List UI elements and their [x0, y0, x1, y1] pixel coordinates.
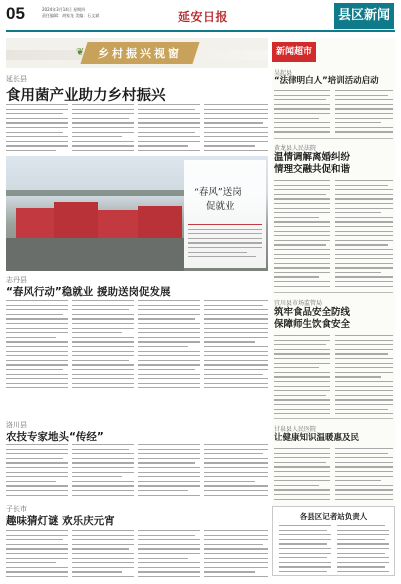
- photo-caption-text: [188, 224, 262, 261]
- sidebar-tag: 新闻超市: [272, 42, 316, 62]
- sidebar-item3-col-2: [335, 335, 393, 415]
- photo-caption-box: [184, 160, 266, 268]
- story4-col-1: [6, 530, 68, 580]
- story2-col-2: [72, 300, 134, 388]
- main-story-col-4: [204, 104, 268, 154]
- sidebar-item3-kicker: 宜川县市场监管局: [274, 300, 323, 307]
- photo-tent: [138, 206, 182, 238]
- photo-caption-line-1: “春风”送岗: [194, 187, 242, 198]
- main-story-kicker: 延长县: [6, 75, 27, 83]
- story3-col-3: [138, 444, 200, 496]
- sidebar-item1-kicker: 吴起县: [274, 70, 293, 77]
- sidebar-item1-col-2: [335, 90, 393, 134]
- story4-kicker: 子长市: [6, 505, 27, 513]
- sidebar-divider: [274, 138, 393, 139]
- story2-kicker: 志丹县: [6, 276, 27, 284]
- story2-headline: “春风行动”稳就业 援助送岗促发展: [6, 286, 171, 298]
- sidebar-divider: [274, 292, 393, 293]
- main-story-headline: 食用菌产业助力乡村振兴: [6, 88, 166, 104]
- photo-caption-line-2: 促就业: [206, 201, 235, 212]
- story4-headline: 趣味猜灯谜 欢乐庆元宵: [6, 515, 115, 527]
- sidebar-item3-headline: [274, 307, 350, 331]
- leaf-icon: ❦: [76, 47, 85, 58]
- page-number: 05: [6, 4, 25, 23]
- story3-col-2: [72, 444, 134, 496]
- column-banner: [6, 38, 268, 68]
- photo-tent: [16, 208, 54, 238]
- sidebar-item2-headline-line-2: 情理交融共促和谐: [274, 164, 351, 175]
- bureau-directory: [272, 506, 395, 576]
- photo-tent: [98, 210, 138, 238]
- masthead: 延安日报: [178, 10, 229, 24]
- directory-title: 各县区记者站负责人: [299, 512, 368, 521]
- sidebar-item4-kicker: 甘泉县人民医院: [274, 426, 317, 433]
- story3-col-1: [6, 444, 68, 496]
- sidebar-item3-col-1: [274, 335, 330, 415]
- photo-crowd: [6, 238, 184, 271]
- news-photo: [6, 156, 268, 271]
- sidebar-item4-col-2: [335, 448, 393, 502]
- sidebar-item1-headline: “法律明白人”培训活动启动: [274, 76, 379, 86]
- story2-col-4: [204, 300, 268, 388]
- issue-info: [42, 7, 99, 19]
- main-story-col-3: [138, 104, 200, 154]
- story2-col-1: [6, 300, 68, 388]
- page-header: [0, 0, 401, 36]
- story4-col-3: [138, 530, 200, 580]
- story2-col-3: [138, 300, 200, 388]
- main-story-col-2: [72, 104, 134, 154]
- photo-treeline: [6, 190, 184, 196]
- sidebar-item3-headline-line-2: 保障师生饮食安全: [274, 319, 351, 330]
- sidebar-item2-col-2: [335, 180, 393, 288]
- sidebar-item2-kicker: 黄龙县人民法院: [274, 145, 317, 152]
- banner-title: 乡村振兴视窗: [98, 47, 182, 60]
- directory-col-1: [279, 525, 331, 573]
- story4-col-2: [72, 530, 134, 580]
- sidebar-item1-col-1: [274, 90, 330, 134]
- photo-caption-title: [194, 186, 242, 214]
- header-rule: [6, 30, 395, 32]
- story3-col-4: [204, 444, 268, 496]
- main-story-col-1: [6, 104, 68, 154]
- sidebar-item2-headline-line-1: 温情调解离婚纠纷: [274, 152, 351, 163]
- sidebar-divider: [274, 418, 393, 419]
- sidebar-item2-col-1: [274, 180, 330, 288]
- story4-col-4: [204, 530, 268, 580]
- story3-kicker: 洛川县: [6, 421, 27, 429]
- directory-col-2: [337, 525, 389, 573]
- sidebar-item4-col-1: [274, 448, 330, 502]
- sidebar-item4-headline: 让健康知识温暖惠及民: [274, 433, 360, 443]
- story3-headline: 农技专家地头“传经”: [6, 431, 104, 443]
- issue-editors: 责任编辑：胡家龙 美编：石文斌: [42, 13, 100, 18]
- issue-date: 2024年3月14日 星期四: [42, 7, 86, 12]
- sidebar-item2-headline: [274, 152, 350, 176]
- photo-tent: [54, 202, 98, 238]
- sidebar-item3-headline-line-1: 筑牢食品安全防线: [274, 307, 351, 318]
- section-title: 县区新闻: [334, 3, 394, 29]
